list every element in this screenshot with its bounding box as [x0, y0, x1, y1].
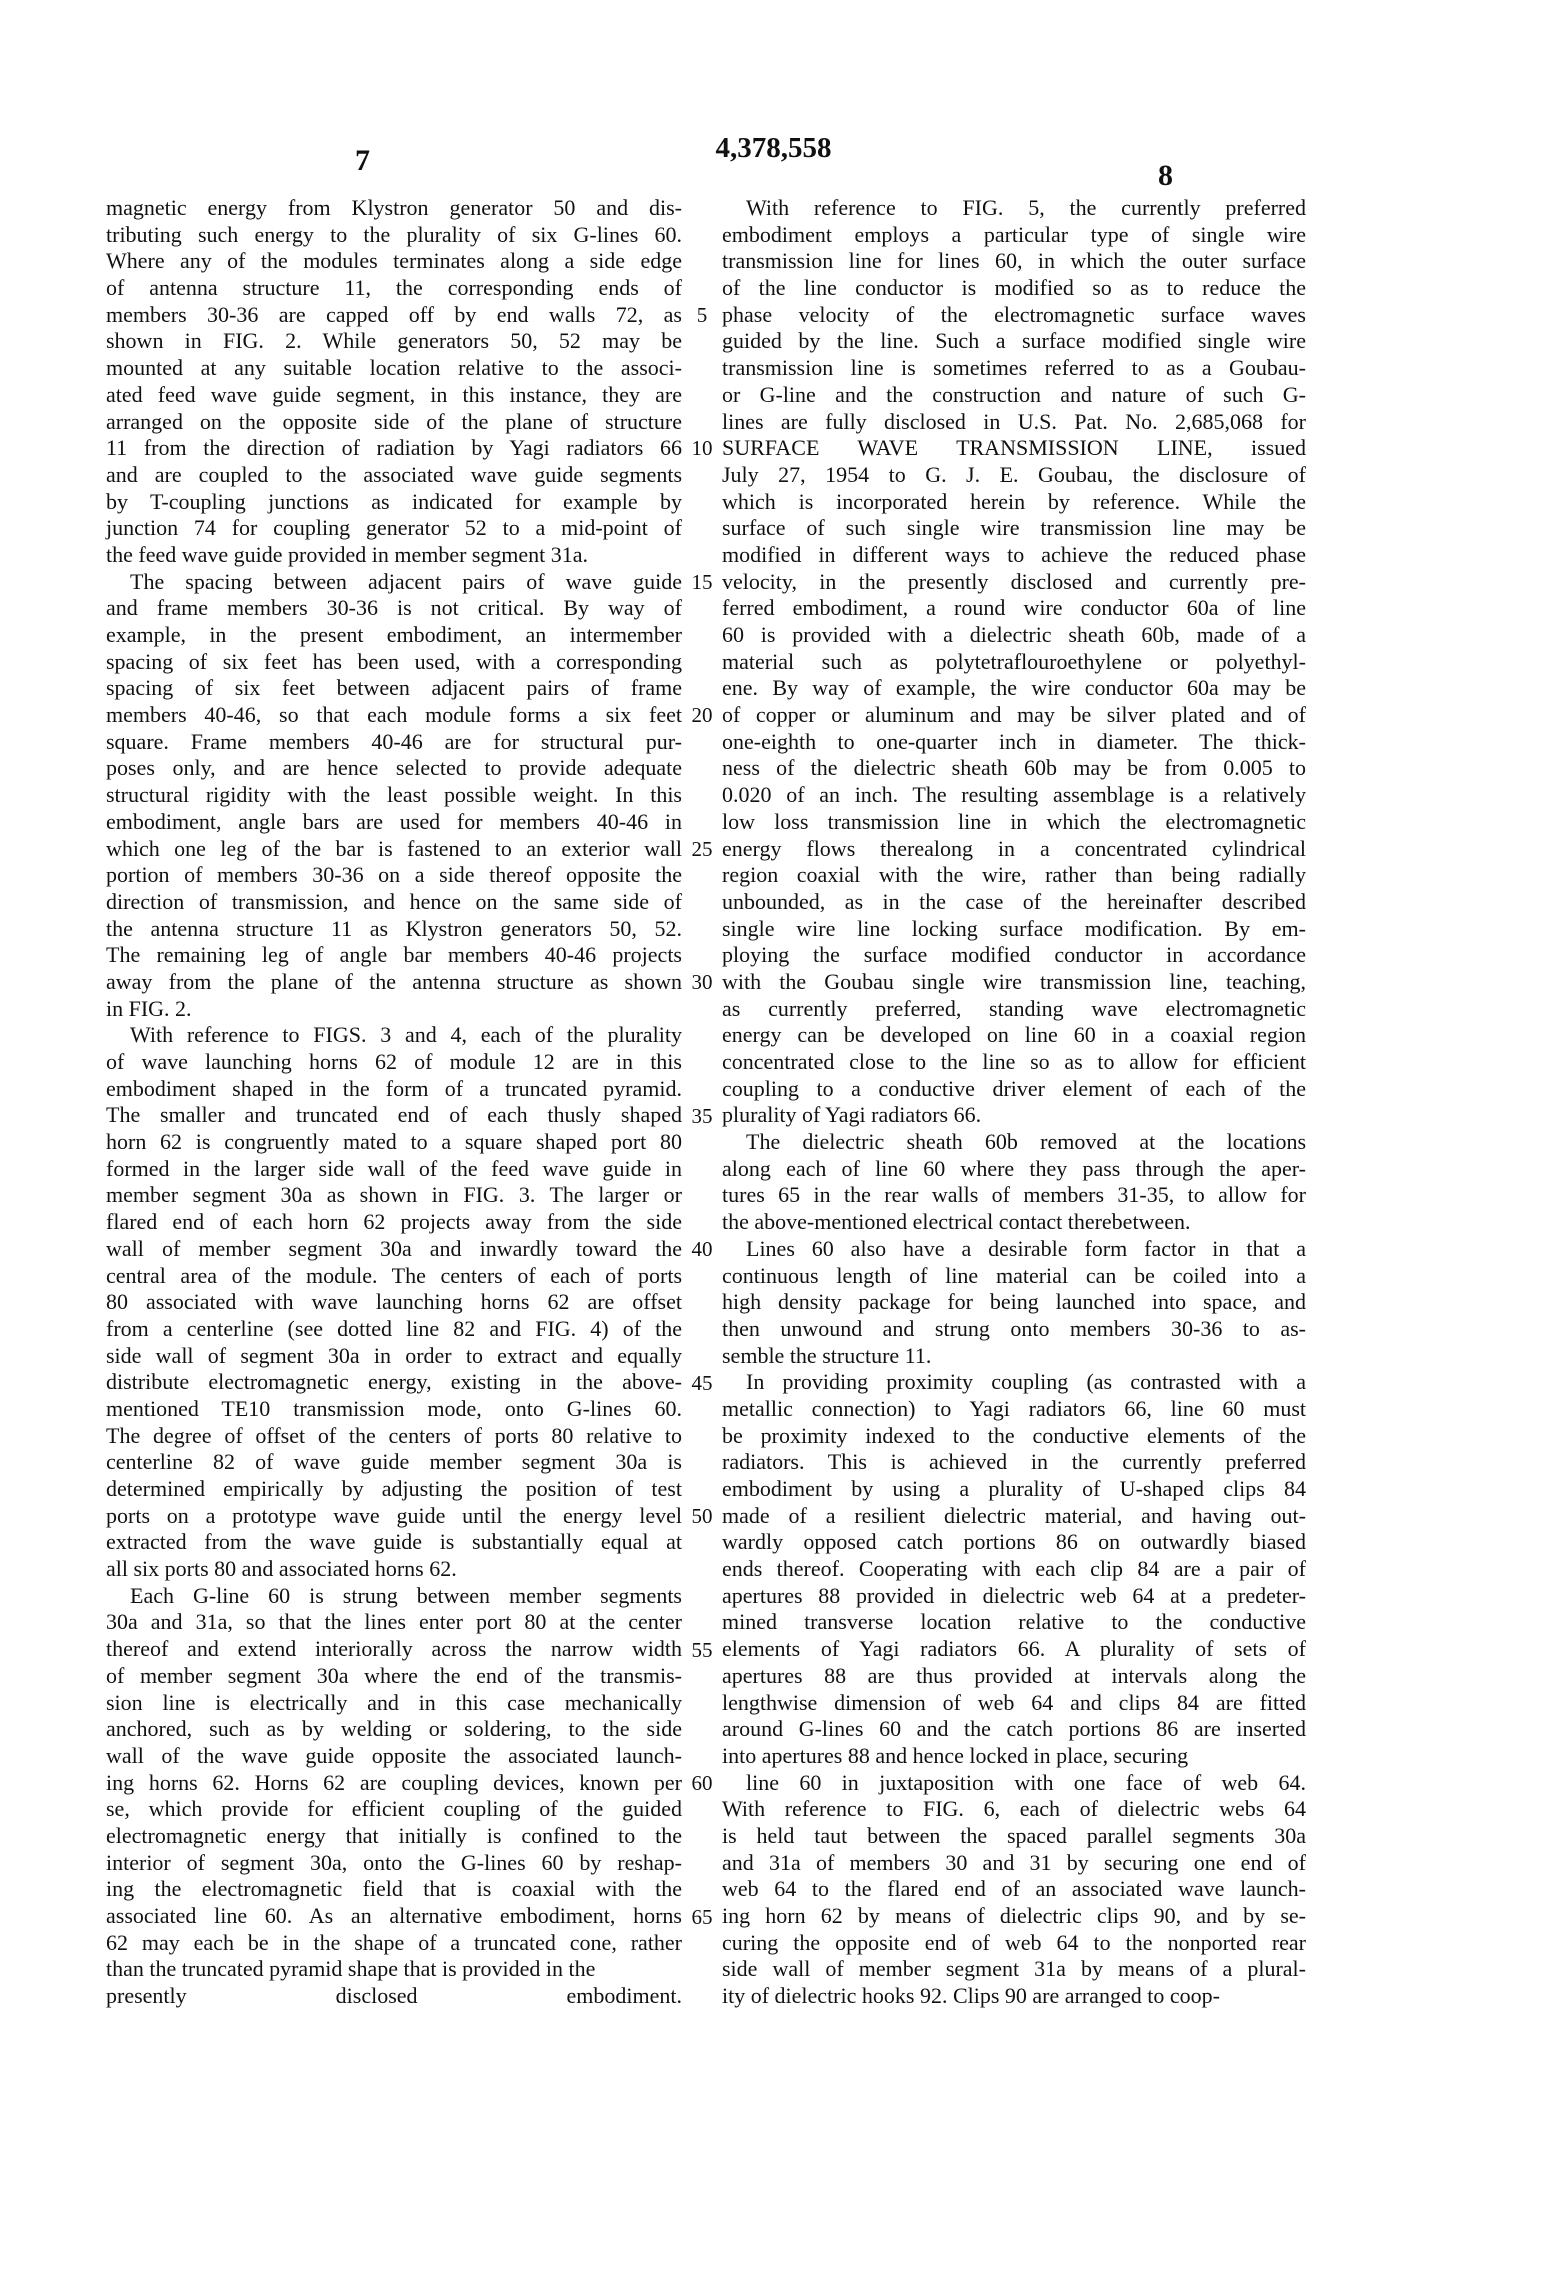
text-line: region coaxial with the wire, rather than being radially	[722, 862, 1306, 888]
text-line: along each of line 60 where they pass through the aper-	[722, 1155, 1306, 1181]
text-line: lines are fully disclosed in U.S. Pat. No. 2,685,068 for	[722, 408, 1306, 434]
text-line	[722, 195, 1306, 222]
text-line: around G-lines 60 and the catch portions 86 are inserted	[722, 1716, 1306, 1742]
text-line: The remaining leg of angle bar members 40-46 projects	[106, 942, 682, 968]
text-line-content: The dielectric sheath 60b removed at the locations	[746, 1129, 1306, 1155]
text-line: away from the plane of the antenna structure as shown	[106, 968, 682, 994]
text-line: coupling to a conductive driver element of each of the	[722, 1075, 1306, 1101]
text-line: made of a resilient dielectric material, and having out-	[722, 1502, 1306, 1528]
text-line: phase velocity of the electromagnetic surface waves	[722, 301, 1306, 327]
text-line: square. Frame members 40-46 are for structural pur-	[106, 728, 682, 754]
text-line	[106, 1583, 682, 1610]
text-line: associated line 60. As an alternative embodiment, horns	[106, 1903, 682, 1928]
text-line: presently disclosed embodiment.	[106, 1983, 682, 2009]
text-line	[722, 1236, 1306, 1263]
text-line: centerline 82 of wave guide member segment 30a is	[106, 1449, 682, 1475]
text-line: from a centerline (see dotted line 82 and FIG. 4) of the	[106, 1315, 682, 1341]
text-line: Where any of the modules terminates along a side edge	[106, 248, 682, 274]
text-line: continuous length of line material can be coiled into a	[722, 1262, 1306, 1288]
text-line: direction of transmission, and hence on the same side of	[106, 888, 682, 914]
text-line: ports on a prototype wave guide until the energy level	[106, 1502, 682, 1528]
text-line: and are coupled to the associated wave guide segments	[106, 461, 682, 487]
text-line: transmission line is sometimes referred to as a Goubau-	[722, 355, 1306, 381]
text-line: formed in the larger side wall of the feed wave guide in	[106, 1155, 682, 1181]
text-line: members 30-36 are capped off by end walls 72, as	[106, 301, 682, 327]
text-line: material such as polytetraflouroethylene or polyethyl-	[722, 648, 1306, 674]
text-line: or G-line and the construction and nature of such G-	[722, 381, 1306, 407]
text-line: sion line is electrically and in this case mechanically	[106, 1689, 682, 1715]
text-line: ferred embodiment, a round wire conductor 60a of line	[722, 595, 1306, 621]
text-line: is held taut between the spaced parallel segments 30a	[722, 1822, 1306, 1848]
text-line-content: Each G-line 60 is strung between member segments	[130, 1582, 682, 1608]
text-line: side wall of segment 30a in order to extract and equally	[106, 1342, 682, 1368]
text-line: The smaller and truncated end of each thusly shaped	[106, 1102, 682, 1128]
text-line: magnetic energy from Klystron generator 50 and dis-	[106, 195, 682, 220]
text-line: by T-coupling junctions as indicated for example by	[106, 488, 682, 514]
text-line: and 31a of members 30 and 31 by securing one end of	[722, 1849, 1306, 1875]
text-line: embodiment shaped in the form of a truncated pyramid.	[106, 1075, 682, 1101]
text-line: mined transverse location relative to the conductive	[722, 1609, 1306, 1635]
text-line-content: The spacing between adjacent pairs of wave guide	[130, 568, 682, 594]
text-line: portion of members 30-36 on a side thereof opposite the	[106, 862, 682, 888]
text-line: wall of the wave guide opposite the associated launch-	[106, 1742, 682, 1768]
text-line: ness of the dielectric sheath 60b may be from 0.005 to	[722, 755, 1306, 781]
text-line: 60 is provided with a dielectric sheath 60b, made of a	[722, 622, 1306, 647]
text-line: ing the electromagnetic field that is coaxial with the	[106, 1876, 682, 1902]
text-line: all six ports 80 and associated horns 62.	[106, 1556, 457, 1582]
text-line: energy can be developed on line 60 in a coaxial region	[722, 1022, 1306, 1048]
text-line	[106, 569, 682, 596]
right-text-column	[722, 195, 1306, 2010]
text-line: high density package for being launched into space, and	[722, 1289, 1306, 1315]
text-line: which is incorporated herein by reference. While the	[722, 488, 1306, 514]
text-line: embodiment employs a particular type of single wire	[722, 221, 1306, 247]
left-text-column	[106, 195, 682, 2010]
text-line: curing the opposite end of web 64 to the nonported rear	[722, 1929, 1306, 1955]
margin-line-number: 50	[691, 1504, 713, 1529]
text-line: semble the structure 11.	[722, 1342, 932, 1368]
text-line: member segment 30a as shown in FIG. 3. The larger or	[106, 1182, 682, 1208]
page-number-left: 7	[355, 144, 370, 177]
text-line: concentrated close to the line so as to allow for efficient	[722, 1049, 1306, 1074]
text-line: embodiment by using a plurality of U-shaped clips 84	[722, 1476, 1306, 1501]
text-line: example, in the present embodiment, an intermember	[106, 622, 682, 647]
text-line: metallic connection) to Yagi radiators 66, line 60 must	[722, 1395, 1306, 1421]
margin-line-number: 45	[691, 1370, 713, 1395]
margin-line-number: 5	[696, 302, 708, 327]
margin-line-number: 20	[691, 703, 713, 728]
text-line: se, which provide for efficient coupling of the guided	[106, 1796, 682, 1822]
margin-line-number: 60	[691, 1771, 713, 1796]
text-line: distribute electromagnetic energy, existing in the above-	[106, 1369, 682, 1395]
text-line: in FIG. 2.	[106, 995, 192, 1021]
margin-line-number: 15	[691, 569, 713, 594]
text-line: shown in FIG. 2. While generators 50, 52 may be	[106, 328, 682, 354]
text-line: thereof and extend interiorally across the narrow width	[106, 1636, 682, 1662]
text-line: apertures 88 provided in dielectric web 64 at a predeter-	[722, 1582, 1306, 1608]
text-line: with the Goubau single wire transmission line, teaching,	[722, 968, 1306, 994]
text-line: low loss transmission line in which the electromagnetic	[722, 808, 1306, 834]
text-line: central area of the module. The centers of each of ports	[106, 1262, 682, 1288]
text-line: extracted from the wave guide is substantially equal at	[106, 1529, 682, 1555]
text-line: arranged on the opposite side of the plane of structure	[106, 408, 682, 434]
text-line: electromagnetic energy that initially is confined to the	[106, 1822, 682, 1848]
text-line: unbounded, as in the case of the hereinafter described	[722, 888, 1306, 914]
text-line: interior of segment 30a, onto the G-lines 60 by reshap-	[106, 1849, 682, 1875]
text-line: With reference to FIG. 6, each of dielectric webs 64	[722, 1796, 1306, 1822]
text-line: tures 65 in the rear walls of members 31-35, to allow for	[722, 1182, 1306, 1208]
text-line: of wave launching horns 62 of module 12 are in this	[106, 1049, 682, 1074]
text-line: of the line conductor is modified so as to reduce the	[722, 275, 1306, 301]
text-line: one-eighth to one-quarter inch in diameter. The thick-	[722, 728, 1306, 754]
text-line: ing horns 62. Horns 62 are coupling devices, known per	[106, 1769, 682, 1795]
text-line-content: line 60 in juxtaposition with one face of web 64.	[746, 1769, 1306, 1795]
text-line: than the truncated pyramid shape that is provided in the	[106, 1956, 596, 1982]
text-line: spacing of six feet has been used, with a corresponding	[106, 648, 682, 674]
text-line: web 64 to the flared end of an associated wave launch-	[722, 1876, 1306, 1902]
margin-line-number: 40	[691, 1237, 713, 1262]
text-line: into apertures 88 and hence locked in place, securing	[722, 1742, 1189, 1768]
text-line: be proximity indexed to the conductive elements of the	[722, 1422, 1306, 1448]
text-line: 0.020 of an inch. The resulting assemblage is a relatively	[722, 782, 1306, 808]
patent-number: 4,378,558	[715, 132, 832, 164]
margin-line-number: 10	[691, 436, 713, 461]
text-line: the above-mentioned electrical contact therebetween.	[722, 1209, 1191, 1235]
margin-line-number: 65	[691, 1904, 713, 1929]
text-line: wardly opposed catch portions 86 on outwardly biased	[722, 1529, 1306, 1555]
margin-line-number: 25	[691, 836, 713, 861]
text-line: mounted at any suitable location relative to the associ-	[106, 355, 682, 381]
text-line: modified in different ways to achieve the reduced phase	[722, 541, 1306, 567]
text-line: radiators. This is achieved in the currently preferred	[722, 1449, 1306, 1475]
text-line: of member segment 30a where the end of the transmis-	[106, 1662, 682, 1688]
text-line: transmission line for lines 60, in which the outer surface	[722, 248, 1306, 274]
text-line: flared end of each horn 62 projects away from the side	[106, 1209, 682, 1235]
text-line: apertures 88 are thus provided at intervals along the	[722, 1662, 1306, 1688]
text-line: of antenna structure 11, the corresponding ends of	[106, 275, 682, 301]
text-line: poses only, and are hence selected to provide adequate	[106, 755, 682, 781]
text-line: embodiment, angle bars are used for members 40-46 in	[106, 808, 682, 834]
text-line: spacing of six feet between adjacent pairs of frame	[106, 675, 682, 701]
text-line: ated feed wave guide segment, in this instance, they are	[106, 381, 682, 407]
text-line: members 40-46, so that each module forms a six feet	[106, 702, 682, 728]
text-line: elements of Yagi radiators 66. A plurality of sets of	[722, 1636, 1306, 1662]
text-line-content: With reference to FIGS. 3 and 4, each of the plurality	[130, 1022, 682, 1048]
text-line: junction 74 for coupling generator 52 to a mid-point of	[106, 515, 682, 541]
page-number-right: 8	[1158, 159, 1173, 192]
text-line: energy flows therealong in a concentrated cylindrical	[722, 835, 1306, 861]
text-line: anchored, such as by welding or soldering, to the side	[106, 1716, 682, 1742]
margin-line-number: 30	[691, 970, 713, 995]
text-line: as currently preferred, standing wave electromagnetic	[722, 995, 1306, 1021]
text-line: surface of such single wire transmission line may be	[722, 515, 1306, 541]
text-line: which one leg of the bar is fastened to an exterior wall	[106, 835, 682, 861]
margin-line-number: 55	[691, 1637, 713, 1662]
text-line: SURFACE WAVE TRANSMISSION LINE, issued	[722, 435, 1306, 461]
text-line: ing horn 62 by means of dielectric clips 90, and by se-	[722, 1903, 1306, 1928]
text-line: ene. By way of example, the wire conductor 60a may be	[722, 675, 1306, 701]
text-line: 11 from the direction of radiation by Yagi radiators 66	[106, 435, 682, 461]
text-line: ends thereof. Cooperating with each clip 84 are a pair of	[722, 1556, 1306, 1582]
text-line: 30a and 31a, so that the lines enter port 80 at the center	[106, 1609, 682, 1635]
text-line: velocity, in the presently disclosed and currently pre-	[722, 568, 1306, 594]
text-line: single wire line locking surface modification. By em-	[722, 915, 1306, 941]
text-line: guided by the line. Such a surface modified single wire	[722, 328, 1306, 354]
text-line-content: Lines 60 also have a desirable form factor in that a	[746, 1235, 1306, 1261]
text-line: mentioned TE10 transmission mode, onto G-lines 60.	[106, 1395, 682, 1421]
text-line: The degree of offset of the centers of ports 80 relative to	[106, 1422, 682, 1448]
text-line	[722, 1770, 1306, 1797]
text-line-content: With reference to FIG. 5, the currently preferred	[746, 195, 1306, 220]
text-line: ity of dielectric hooks 92. Clips 90 are arranged to coop-	[722, 1983, 1220, 2009]
text-line: horn 62 is congruently mated to a square shaped port 80	[106, 1129, 682, 1155]
text-line: then unwound and strung onto members 30-36 to as-	[722, 1315, 1306, 1341]
text-line: plurality of Yagi radiators 66.	[722, 1102, 982, 1128]
text-line: and frame members 30-36 is not critical. By way of	[106, 595, 682, 621]
text-line	[106, 1022, 682, 1049]
text-line: 62 may each be in the shape of a truncated cone, rather	[106, 1929, 682, 1955]
text-line: tributing such energy to the plurality of six G-lines 60.	[106, 221, 682, 247]
text-line: wall of member segment 30a and inwardly toward the	[106, 1235, 682, 1261]
text-line: the feed wave guide provided in member segment 31a.	[106, 541, 589, 567]
margin-line-number: 35	[691, 1103, 713, 1128]
text-line-content: In providing proximity coupling (as contrasted with a	[746, 1369, 1306, 1395]
text-line	[722, 1129, 1306, 1156]
text-line: lengthwise dimension of web 64 and clips 84 are fitted	[722, 1689, 1306, 1715]
text-line: ploying the surface modified conductor in accordance	[722, 942, 1306, 968]
text-line: of copper or aluminum and may be silver plated and of	[722, 702, 1306, 728]
text-line: determined empirically by adjusting the position of test	[106, 1476, 682, 1501]
text-line: side wall of member segment 31a by means of a plural-	[722, 1956, 1306, 1982]
text-line: July 27, 1954 to G. J. E. Goubau, the disclosure of	[722, 461, 1306, 487]
text-line: 80 associated with wave launching horns 62 are offset	[106, 1289, 682, 1315]
text-line: structural rigidity with the least possible weight. In this	[106, 782, 682, 808]
text-line	[722, 1369, 1306, 1396]
text-line: the antenna structure 11 as Klystron generators 50, 52.	[106, 915, 682, 941]
